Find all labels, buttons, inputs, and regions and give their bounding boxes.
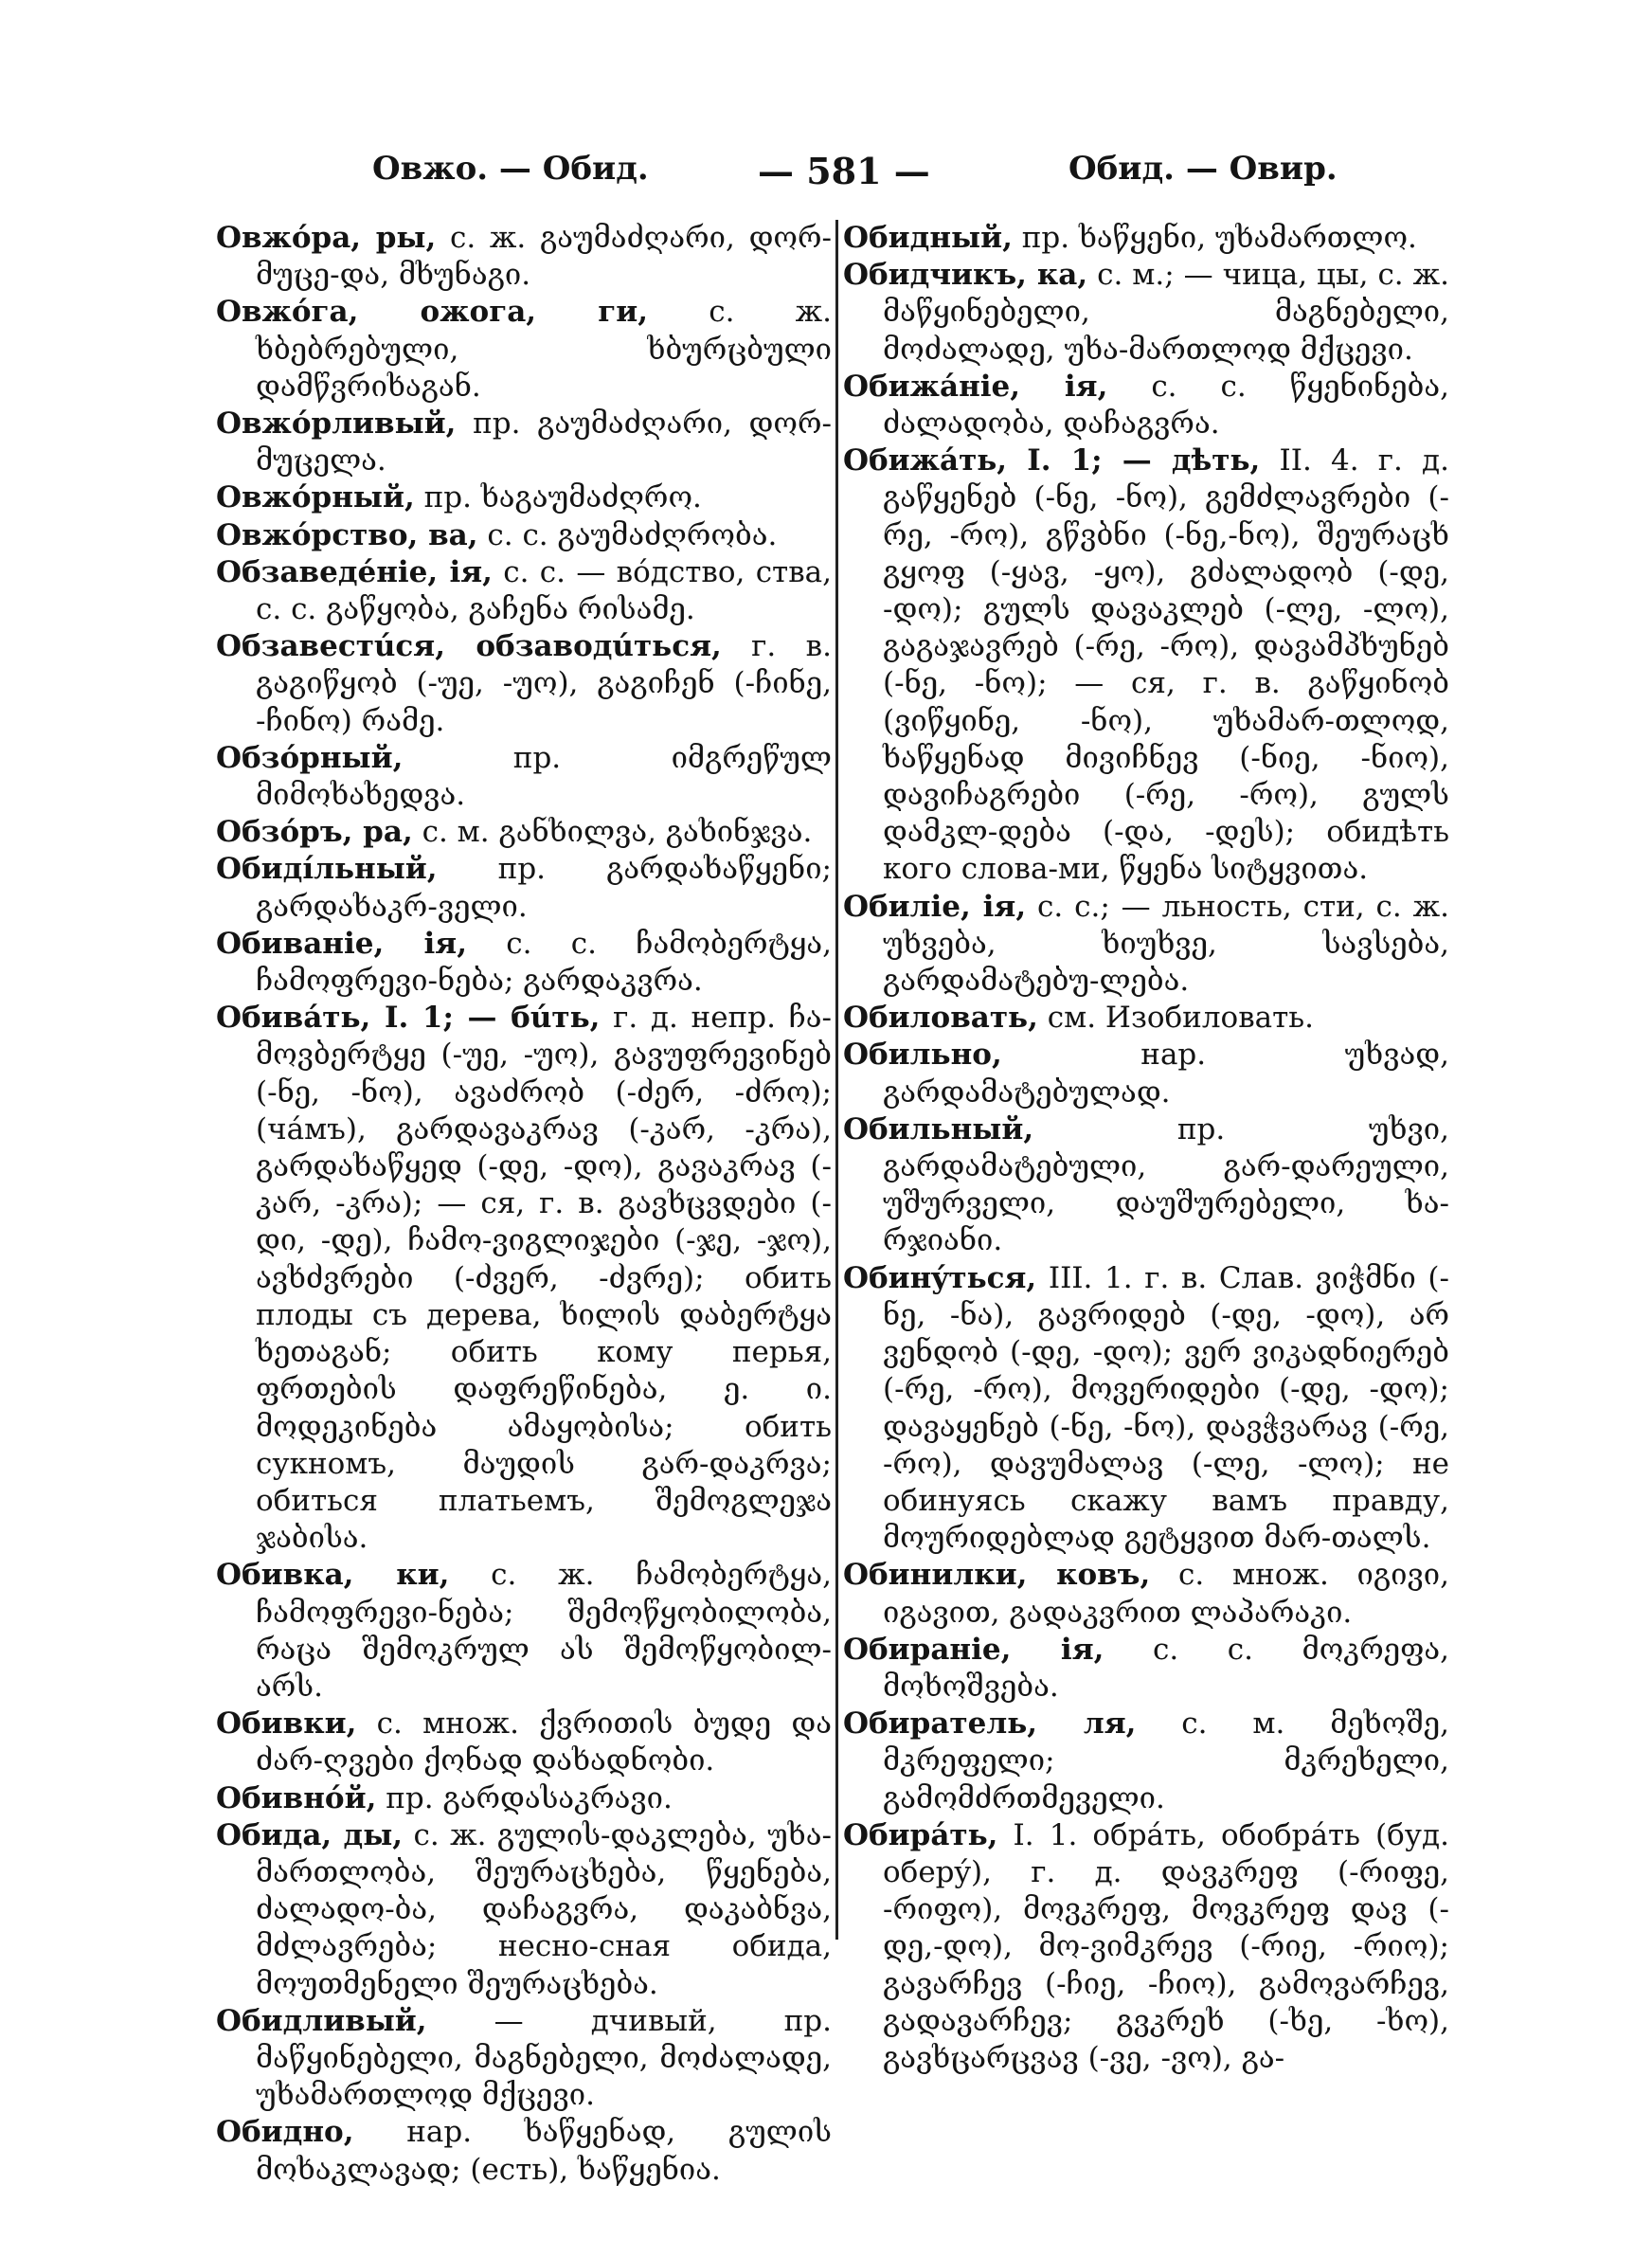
dictionary-entry [216,628,832,740]
entry-headword: Обиваніе, ія, [216,926,467,961]
entry-headword: Обидный, [843,221,1013,255]
entry-headword: Обильный, [843,1111,1034,1147]
entry-definition: с. ж. ხბებრებული, ხბურცბული დამწვრიხაგან. [256,295,832,404]
entry-definition: пр. გარდასაკრავი. [376,1780,673,1815]
dictionary-entry [216,1706,832,1779]
dictionary-entry [216,1817,832,2003]
right-column [843,220,1449,2077]
entry-definition: с. с. — вóдство, ства, с. с. გაწყობა, გაჩენა რისამე. [256,554,832,627]
dictionary-entry [843,1817,1449,2077]
entry-definition: нар. ხაწყენად, გულის მოხაკლავად; (есть), ხაწყენია. [256,2115,832,2187]
entry-definition: с. с. გაუმაძღრობა. [477,517,778,552]
entry-definition: пр. იმგრეწულ მიმოხახედვა. [256,740,832,813]
dictionary-entry [216,814,832,851]
entry-headword: Обиратель, ля, [843,1706,1137,1742]
dictionary-entry [843,1632,1449,1706]
dictionary-entry [216,1000,832,1557]
running-head-left: Овжо. — Обид. [372,150,649,188]
entry-headword: Овжóрливый, [216,406,457,442]
entry-definition: с. м.; — чица, цы, с. ж. მაწყინებელი, მაგნებელი, მოძალადე, უხა-მართლოდ მქცევი. [883,258,1449,367]
page-number: — 581 — [758,150,930,192]
dictionary-entry [216,926,832,1000]
dictionary-entry [216,406,832,479]
entry-headword: Обзóрный, [216,740,404,775]
entry-headword: Обираніе, ія, [843,1632,1104,1667]
dictionary-entry [216,554,832,628]
dictionary-entry [843,442,1449,888]
dictionary-entry [216,294,832,406]
dictionary-entry [843,1260,1449,1558]
entry-headword: Овжóра, ры, [216,221,437,255]
entry-headword: Обивáть, I. 1; — бúть, [216,1001,601,1036]
dictionary-entry [216,479,832,516]
entry-definition: II. 4. г. д. გაწყენებ (-ნე, -ნო), გემძლავრები (-რე, -რო), გწვბნი (-ნე,-ნო), შეურაცხ გყოფ (-ყავ, -ყო), გძალადობ (-დე, -დო); გულს დავაკლებ (-ლე, -ლო), გაგაჯავრებ (-რე, -რო), დავამპხუნებ (-ნე, -ნო); — ся, г. в. გაწყინობ (ვიწყინე, -ნო), უხამარ-თლოდ, ხაწყენად მივიჩნევ (-ნიე, -ნიო), დავიჩაგრები (-რე, -რო), გულს დამკლ-დება (-და, -დეს); обидѣть кого слова-ми, წყენა სიტყვითა. [883,443,1449,887]
dictionary-entry [843,1111,1449,1260]
entry-definition: пр. ხაწყენი, უხამართლო. [1012,221,1417,255]
entry-headword: Обиловать, [843,1001,1038,1036]
entry-headword: Обинилки, ковъ, [843,1558,1151,1593]
entry-headword: Обижáть, I. 1; — дѣть, [843,443,1261,478]
dictionary-entry [843,1557,1449,1631]
entry-headword: Обирáть, [843,1817,998,1852]
entry-definition: с. с. ჩამობერტყა, ჩამოფრევი-ნება; გარდაკვრა. [256,926,832,999]
entry-definition: г. в. გაგიწყობ (-უე, -უო), გაგიჩენ (-ჩინე, -ჩინო) რამე. [256,629,832,738]
entry-definition: пр. გარდახაწყენი; გარდახაკრ-ველი. [256,852,832,924]
dictionary-entry [216,740,832,814]
entry-definition: с. множ. იგივი, იგავით, გადაკვრით ლაპარაკი. [883,1558,1449,1630]
entry-headword: Овжóрный, [216,480,415,515]
dictionary-entry [216,517,832,554]
entry-definition: с. с. მოკრეფა, მოხოშვება. [883,1632,1450,1704]
entry-definition: III. 1. г. в. Слав. ვიჭმნი (-ნე, -ნა), გავრიდებ (-დე, -დო), არ ვენდობ (-დე, -დო); ვერ ვიკადნიერებ (-რე, -რო), მოვერიდები (-დე, -დო); დავაყენებ (-ნე, -ნო), დავჭვარავ (-რე, -რო), დავუმალავ (-ლე, -ლო); не обинуясь скажу вамъ правду, მოურიდებლად გეტყვით მარ-თალს. [883,1260,1449,1556]
entry-headword: Обида, ды, [216,1817,404,1852]
entry-definition: с. с. წყენინება, ძალადობა, დაჩაგვრა. [883,369,1450,442]
entry-headword: Обильно, [843,1038,1002,1073]
dictionary-entry [843,220,1449,257]
entry-definition: с. м. მეხოშე, მკრეფელი; მკრეხელი, გამომძრთმეველი. [883,1706,1449,1815]
entry-definition: пр. ხაგაუმაძღრო. [414,480,702,515]
entry-definition: — дчивый, пр. მაწყინებელი, მაგნებელი, მოძალადე, უხამართლოდ მქცევი. [256,2003,832,2113]
dictionary-entry [843,889,1449,1001]
entry-headword: Обиліе, ія, [843,889,1027,924]
dictionary-entry [843,1037,1449,1110]
entry-headword: Овжóрство, ва, [216,517,478,552]
entry-definition: нар. უხვად, გარდამატებულად. [883,1038,1449,1110]
entry-definition: пр. გაუმაძღარი, დორ-მუცელა. [256,406,832,478]
dictionary-entry [843,1000,1449,1037]
left-column [216,220,832,2189]
entry-headword: Обижáніе, ія, [843,369,1108,404]
page-header [0,150,1652,207]
entry-headword: Обзавестúся, обзаводúться, [216,629,722,664]
entry-headword: Обиді́льный, [216,852,438,887]
entry-headword: Обидливый, [216,2003,427,2038]
entry-definition: с. с.; — льность, сти, с. ж. უხვება, ხიუხვე, სავსება, გარდამატებუ-ლება. [883,889,1449,999]
entry-definition: с. множ. ქვრითის ბუდე და ძარ-ღვები ქონად დახადნობი. [256,1706,832,1779]
entry-headword: Обинýться, [843,1260,1037,1295]
entry-headword: Обзóръ, ра, [216,815,413,850]
entry-headword: Овжóга, ожога, ги, [216,295,648,330]
entry-definition: с. м. განხილვა, გახინჯვა. [412,815,813,850]
dictionary-entry [216,851,832,925]
entry-definition: с. ж. გულის-დაკლება, უხა-მართლობა, შეურაცხება, წყენება, ძალადო-ბა, დაჩაგვრა, დაკაბნვა, მძლავრება; несно-сная обида, მოუთმენელი შეურაცხება. [256,1817,832,2001]
running-head-right: Обид. — Овир. [1068,150,1338,188]
entry-definition: г. д. непр. ჩა-მოვბერტყე (-უე, -უო), გავუფრევინებ (-ნე, -ნო), ავაძრობ (-ძერ, -ძრო); (чáмъ), გარდავაკრავ (-კარ, -კრა), გარდახაწყედ (-დე, -დო), გავაკრავ (-კარ, -კრა); — ся, г. в. გავხცვდები (-დი, -დე), ჩამო-ვიგლიჯები (-ჯე, -ჯო), ავხძვრები (-ძვერ, -ძვრე); обить плоды съ дерева, ხილის დაბერტყა ხეთაგან; обить кому перья, ფრთების დაფრეწინება, ე. ი. მოდეკინება ამაყობისა; обить сукномъ, მაუდის გარ-დაკრვა; обиться платьемъ, შემოგლეჯა ჯაბისა. [256,1001,833,1556]
entry-headword: Обзаведéніе, ія, [216,554,493,589]
entry-definition: см. Изобиловать. [1037,1001,1315,1036]
entry-definition: I. 1. обрáть, обобрáть (буд. оберý), г. д. დავკრეფ (-რიფე, -რიფო), მოვკრეფ, მოვკრეფ დავ (-დე,-დო), მო-ვიმკრევ (-რიე, -რიო); გავარჩევ (-ჩიე, -ჩიო), გამოვარჩევ, გადავარჩევ; გვკრეხ (-ხე, -ხო), გავხცარცვავ (-ვე, -ვო), გა- [883,1817,1449,2075]
entry-definition: с. ж. გაუმაძღარი, დორ-მუცე-და, მხუნაგი. [256,221,833,293]
entry-definition: с. ж. ჩამობერტყა, ჩამოფრევი-ნება; შემოწყობილობა, რაცა შემოკრულ ას შემოწყობილ-არს. [256,1558,832,1704]
dictionary-entry [216,1557,832,1706]
dictionary-entry [216,2114,832,2188]
dictionary-entry [843,369,1449,442]
entry-headword: Обивки, [216,1706,357,1742]
dictionary-entry [216,2003,832,2115]
entry-headword: Обидно, [216,2115,354,2150]
entry-headword: Обивнóй, [216,1780,377,1815]
dictionary-entry [843,257,1449,369]
entry-headword: Обидчикъ, ка, [843,258,1088,293]
dictionary-entry [216,1780,832,1817]
dictionary-entry [216,220,832,294]
entry-definition: пр. უხვი, გარდამატებული, გარ-დარეული, უშურველი, დაუშურებელი, ხა-რჯიანი. [883,1111,1449,1258]
dictionary-entry [843,1706,1449,1817]
entry-headword: Обивка, ки, [216,1558,450,1593]
column-divider [835,220,838,1940]
